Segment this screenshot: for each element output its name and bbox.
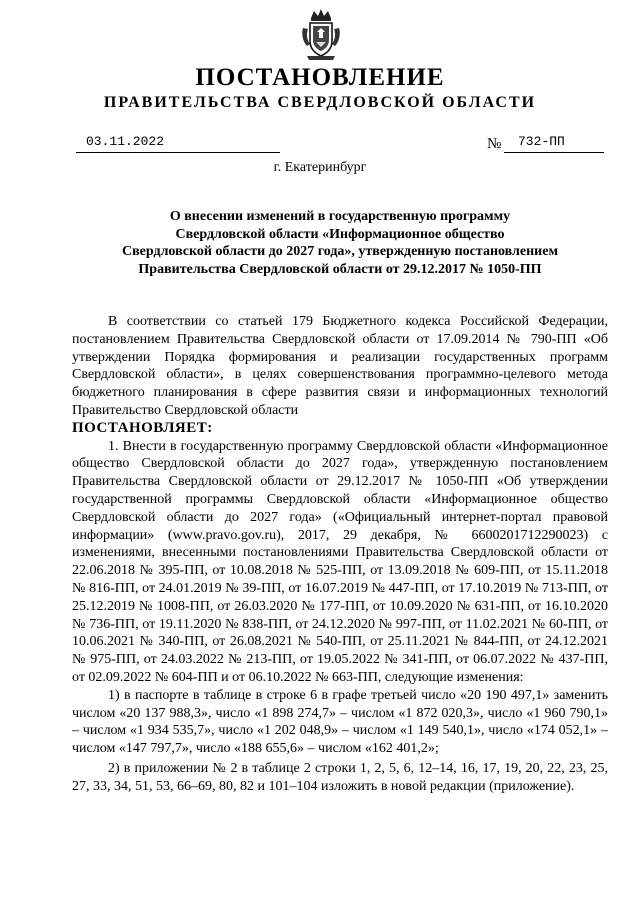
date-underline — [76, 152, 280, 153]
subitem-1-paragraph: 1) в паспорте в таблице в строке 6 в графе третьей число «20 190 497,1» заменить числом «20 137 988,3», число «1 898 274,7» – числом «1 872 020,3», число «1 960 790,1» – числом «1 934 535,7», число «1 202 048,9» – числом «1 149 540,1», число «174 052,1» – числом «147 797,7», число «188 655,6» – числом «162 401,2»; — [72, 687, 608, 757]
document-title-line: О внесении изменений в государственную программу — [169, 209, 511, 224]
preamble-paragraph: В соответствии со статьей 179 Бюджетного кодекса Российской Федерации, постановлением Правительства Свердловской области от 17.09.2014 № 790-ПП «Об утверждении Порядка формирования и реализации государственных программ Свердловской области», в целях совершенствования программно-целевого метода бюджетного планирования в сфере развития связи и информационных технологий Правительство Свердловской области — [72, 314, 608, 418]
document-number: 732-ПП — [518, 134, 565, 149]
document-title-line: Свердловской области «Информационное общество — [175, 226, 505, 242]
city: г. Екатеринбург — [273, 160, 367, 175]
sverdlovsk-coat-of-arms-icon — [301, 8, 341, 62]
document-title-line: Свердловской области до 2027 года», утвержденную постановлением — [122, 244, 558, 259]
number-sign: № — [487, 136, 502, 152]
document-date: 03.11.2022 — [86, 134, 165, 149]
item-1-paragraph: 1. Внести в государственную программу Свердловской области «Информационное общество Свердловской области до 2027 года», утвержденную постановлением Правительства Свердловской области от 29.12.2017 № 1050-ПП «Об утверждении государственной программы Свердловской области «Информационное общество Свердловской области до 2027 года» («Официальный интернет-портал правовой информации» (www.pravo.gov.ru), 2017, 29 декабря, № 6600201712290023) с изменениями, внесенными постановлениями Правительства Свердловской области от 22.06.2018 № 395-ПП, от 10.08.2018 № 525-ПП, от 13.09.2018 № 609-ПП, от 15.11.2018 № 816-ПП, от 24.01.2019 № 39-ПП, от 16.07.2019 № 447-ПП, от 17.10.2019 № 713-ПП, от 25.12.2019 № 1008-ПП, от 26.03.2020 № 177-ПП, от 10.09.2020 № 631-ПП, от 16.10.2020 № 736-ПП, от 19.11.2020 № 838-ПП, от 24.12.2020 № 997-ПП, от 11.02.2021 № 60-ПП, от 10.06.2021 № 340-ПП, от 26.08.2021 № 540-ПП, от 25.11.2021 № 844-ПП, от 24.12.2021 № 975-ПП, от 24.03.2022 № 213-ПП, от 19.05.2022 № 341-ПП, от 06.07.2022 № 437-ПП, от 02.09.2022 № 604-ПП и от 06.10.2022 № 663-ПП, следующие изменения: — [72, 438, 608, 685]
subitem-2-paragraph: 2) в приложении № 2 в таблице 2 строки 1, 2, 5, 6, 12–14, 16, 17, 19, 20, 22, 23, 25, 27, 33, 34, 51, 53, 66–69, 80, 82 и 101–104 изложить в новой редакции (приложение). — [72, 760, 608, 794]
resolve-heading: ПОСТАНОВЛЯЕТ: — [72, 419, 213, 436]
number-underline — [504, 152, 604, 153]
document-title — [70, 208, 610, 278]
issuing-authority: ПРАВИТЕЛЬСТВА СВЕРДЛОВСКОЙ ОБЛАСТИ — [103, 94, 537, 111]
document-title-line: Правительства Свердловской области от 29.12.2017 № 1050-ПП — [138, 261, 542, 277]
document-type-heading: ПОСТАНОВЛЕНИЕ — [195, 64, 445, 91]
document-body — [72, 313, 608, 796]
